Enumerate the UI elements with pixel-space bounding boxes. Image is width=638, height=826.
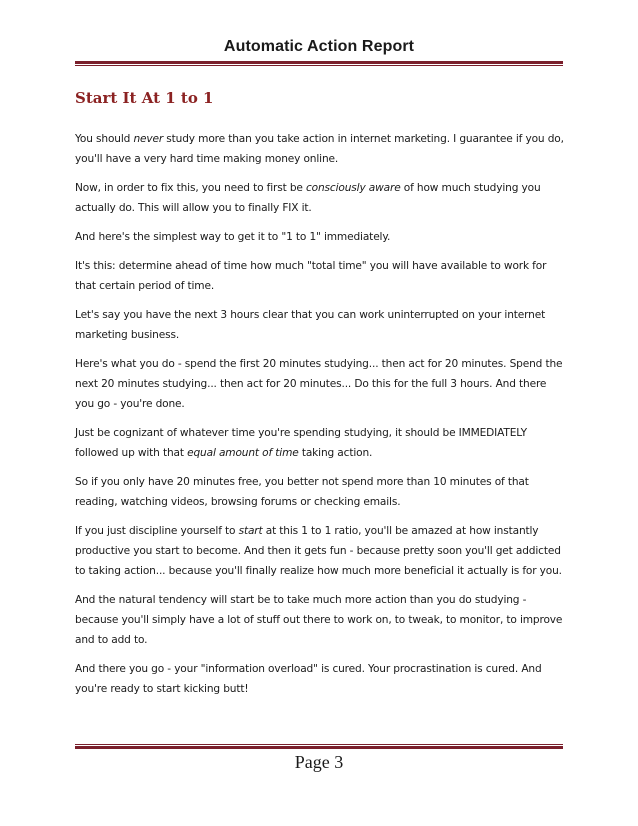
paragraph-10: And the natural tendency will start be to take much more action than you do studying - because you'll simply have a lot of stuff out there to work on, to tweak, to monitor, to improve and to add to. <box>75 594 563 646</box>
body-text <box>75 129 567 708</box>
paragraph-1: You should never study more than you take action in internet marketing. I guarantee if you do, you'll have a very hard time making money online. <box>75 133 564 165</box>
paragraph-9: If you just discipline yourself to start at this 1 to 1 ratio, you'll be amazed at how instantly productive you start to become. And then it gets fun - because pretty soon you'll get addicted to taking action... because you'll finally realize how much more beneficial it actually is for you. <box>75 525 562 577</box>
page-header-title: Automatic Action Report <box>223 38 415 55</box>
paragraph-8: So if you only have 20 minutes free, you better not spend more than 10 minutes of that reading, watching videos, browsing forums or checking emails. <box>75 476 529 508</box>
header-divider <box>75 61 563 66</box>
paragraph-3: And here's the simplest way to get it to "1 to 1" immediately. <box>75 231 391 243</box>
paragraph-11: And there you go - your "information overload" is cured. Your procrastination is cured. And you're ready to start kicking butt! <box>75 663 542 695</box>
section-heading: Start It At 1 to 1 <box>75 89 214 107</box>
footer-divider <box>75 744 563 749</box>
paragraph-5: Let's say you have the next 3 hours clear that you can work uninterrupted on your internet marketing business. <box>75 309 546 341</box>
page-number: Page 3 <box>294 752 344 772</box>
paragraph-6: Here's what you do - spend the first 20 minutes studying... then act for 20 minutes. Spend the next 20 minutes studying... then act for 20 minutes... Do this for the full 3 hours. And there you go - you're done. <box>75 358 563 410</box>
paragraph-4: It's this: determine ahead of time how much "total time" you will have available to work for that certain period of time. <box>75 260 547 292</box>
paragraph-7: Just be cognizant of whatever time you're spending studying, it should be IMMEDIATELY followed up with that equal amount of time taking action. <box>75 427 527 459</box>
paragraph-2: Now, in order to fix this, you need to first be consciously aware of how much studying you actually do. This will allow you to finally FIX it. <box>75 182 541 214</box>
